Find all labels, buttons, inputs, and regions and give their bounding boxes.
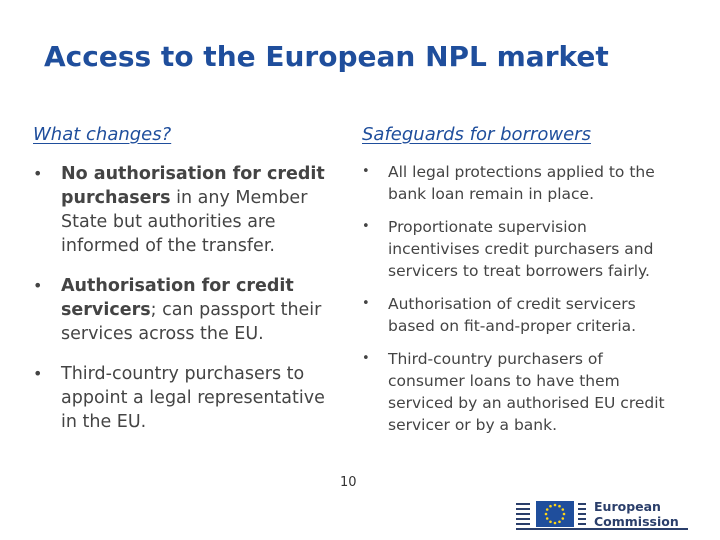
list-item — [33, 274, 338, 346]
logo-text — [594, 499, 679, 529]
bullet-icon: • — [362, 351, 370, 366]
bullet-icon: • — [362, 164, 370, 179]
bullet-icon: • — [362, 296, 370, 311]
logo-line-1: European — [594, 499, 661, 514]
safeguards-list — [362, 161, 672, 436]
item-text: Proportionate supervision incentivises credit purchasers and servicers to treat borrowers fairly. — [388, 218, 654, 280]
list-item — [362, 293, 672, 337]
item-text: ; can passport their services across the EU. — [61, 300, 322, 344]
bullet-icon: • — [33, 276, 43, 295]
slide-title: Access to the European NPL market — [44, 40, 609, 73]
list-item — [33, 162, 338, 258]
item-text: All legal protections applied to the bank loan remain in place. — [388, 163, 655, 203]
bullet-icon: • — [33, 364, 43, 383]
item-text: Authorisation of credit servicers based on fit-and-proper criteria. — [388, 295, 637, 335]
list-item — [33, 362, 338, 434]
right-column-heading: Safeguards for borrowers — [362, 124, 591, 145]
logo-line-2: Commission — [594, 514, 679, 529]
left-column-heading: What changes? — [33, 124, 172, 145]
what-changes-list — [33, 162, 338, 434]
bullet-icon: • — [362, 219, 370, 234]
item-text: Third-country purchasers of consumer loans to have them serviced by an authorised EU credit servicer or by a bank. — [388, 350, 665, 434]
page-number: 10 — [340, 475, 357, 490]
eu-flag-icon — [536, 501, 574, 527]
item-text: Third-country purchasers to appoint a legal representative in the EU. — [61, 364, 325, 432]
item-bold-text: No authorisation for credit purchasers — [61, 164, 325, 208]
bullet-icon: • — [33, 164, 43, 183]
item-bold-text: Authorisation for credit servicers — [61, 276, 294, 320]
item-text: in any Member State but authorities are informed of the transfer. — [61, 188, 308, 256]
list-item — [362, 348, 672, 436]
list-item — [362, 216, 672, 282]
list-item — [362, 161, 672, 205]
